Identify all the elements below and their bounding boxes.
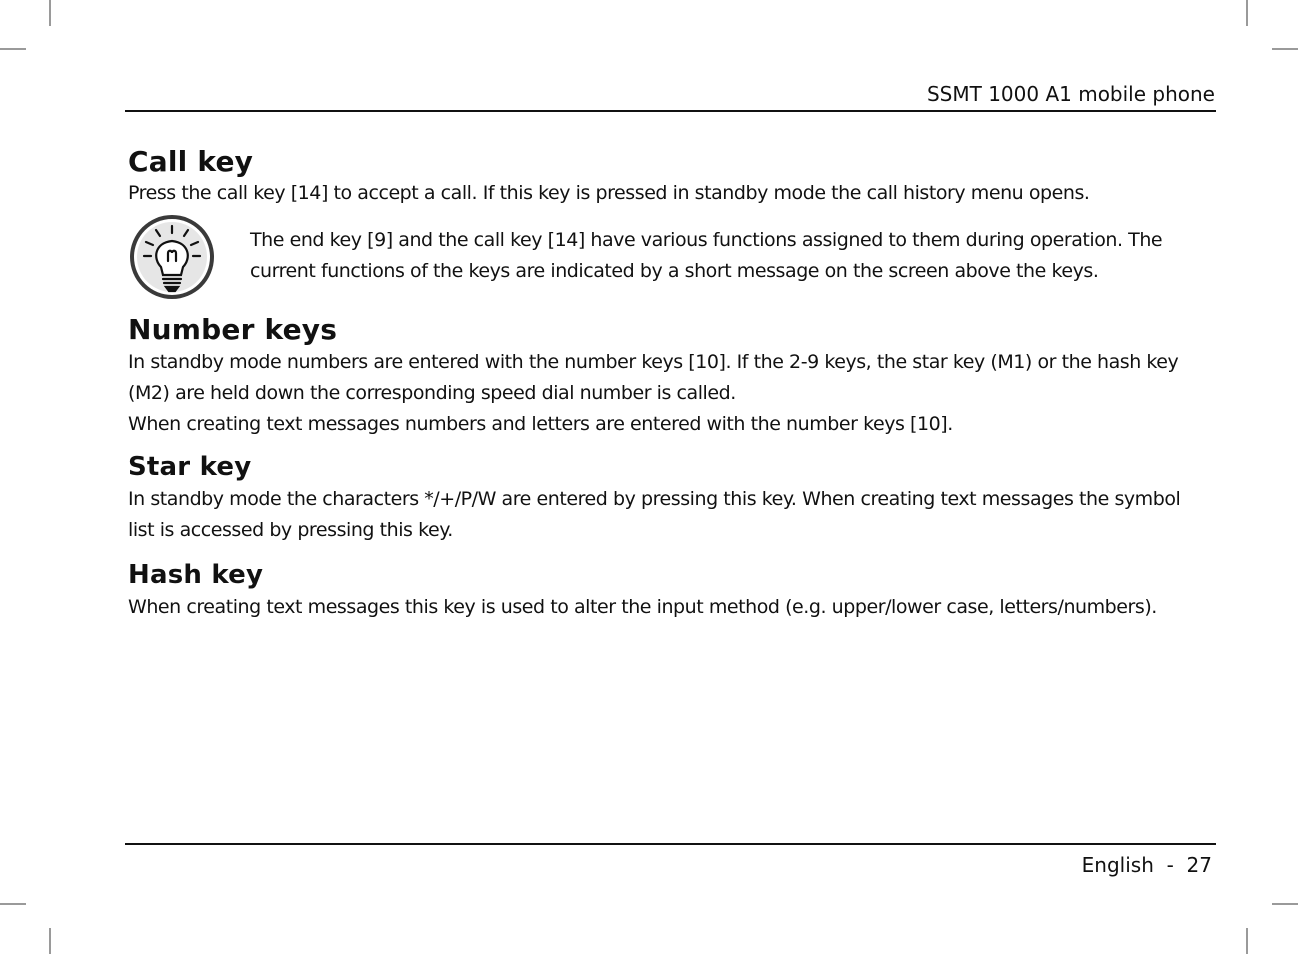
crop-mark-top-right-h (1272, 48, 1298, 50)
lightbulb-icon (128, 213, 216, 301)
footer-rule (125, 843, 1216, 845)
page-content (128, 143, 1213, 623)
section-number-keys (128, 311, 1213, 440)
section-star-key (128, 450, 1213, 546)
page-number: 27 (1186, 853, 1212, 877)
section-heading: Star key (128, 452, 252, 482)
crop-mark-top-left-v (49, 0, 51, 26)
tip-note-line: current functions of the keys are indicated by a short message on the screen above the keys. (250, 260, 1099, 282)
section-heading: Hash key (128, 560, 264, 590)
section-heading: Number keys (128, 313, 338, 346)
paragraph: In standby mode the characters */+/P/W are entered by pressing this key. When creating text messages the symbol (128, 488, 1181, 510)
paragraph: list is accessed by pressing this key. (128, 519, 453, 541)
footer-separator: - (1166, 853, 1174, 877)
crop-mark-top-right-v (1246, 0, 1248, 26)
tip-note (128, 213, 1213, 301)
header-rule (125, 110, 1216, 112)
section-call-key (128, 143, 1213, 301)
section-heading: Call key (128, 145, 254, 178)
paragraph: When creating text messages this key is used to alter the input method (e.g. upper/lower case, letters/numbers). (128, 596, 1157, 618)
tip-note-line: The end key [9] and the call key [14] have various functions assigned to them during operation. The (250, 229, 1163, 251)
paragraph: In standby mode numbers are entered with the number keys [10]. If the 2-9 keys, the star key (M1) or the hash key (128, 351, 1179, 373)
section-hash-key (128, 558, 1213, 623)
tip-note-text (250, 213, 1162, 287)
paragraph: Press the call key [14] to accept a call. If this key is pressed in standby mode the call history menu opens. (128, 182, 1090, 204)
footer-language: English (1081, 853, 1154, 877)
crop-mark-bottom-right-v (1246, 928, 1248, 954)
crop-mark-bottom-left-v (49, 928, 51, 954)
paragraph: When creating text messages numbers and letters are entered with the number keys [10]. (128, 413, 953, 435)
running-header: SSMT 1000 A1 mobile phone (926, 82, 1215, 106)
crop-mark-top-left-h (0, 48, 26, 50)
crop-mark-bottom-right-h (1272, 903, 1298, 905)
paragraph: (M2) are held down the corresponding speed dial number is called. (128, 382, 736, 404)
crop-mark-bottom-left-h (0, 903, 26, 905)
running-footer (125, 851, 1212, 879)
